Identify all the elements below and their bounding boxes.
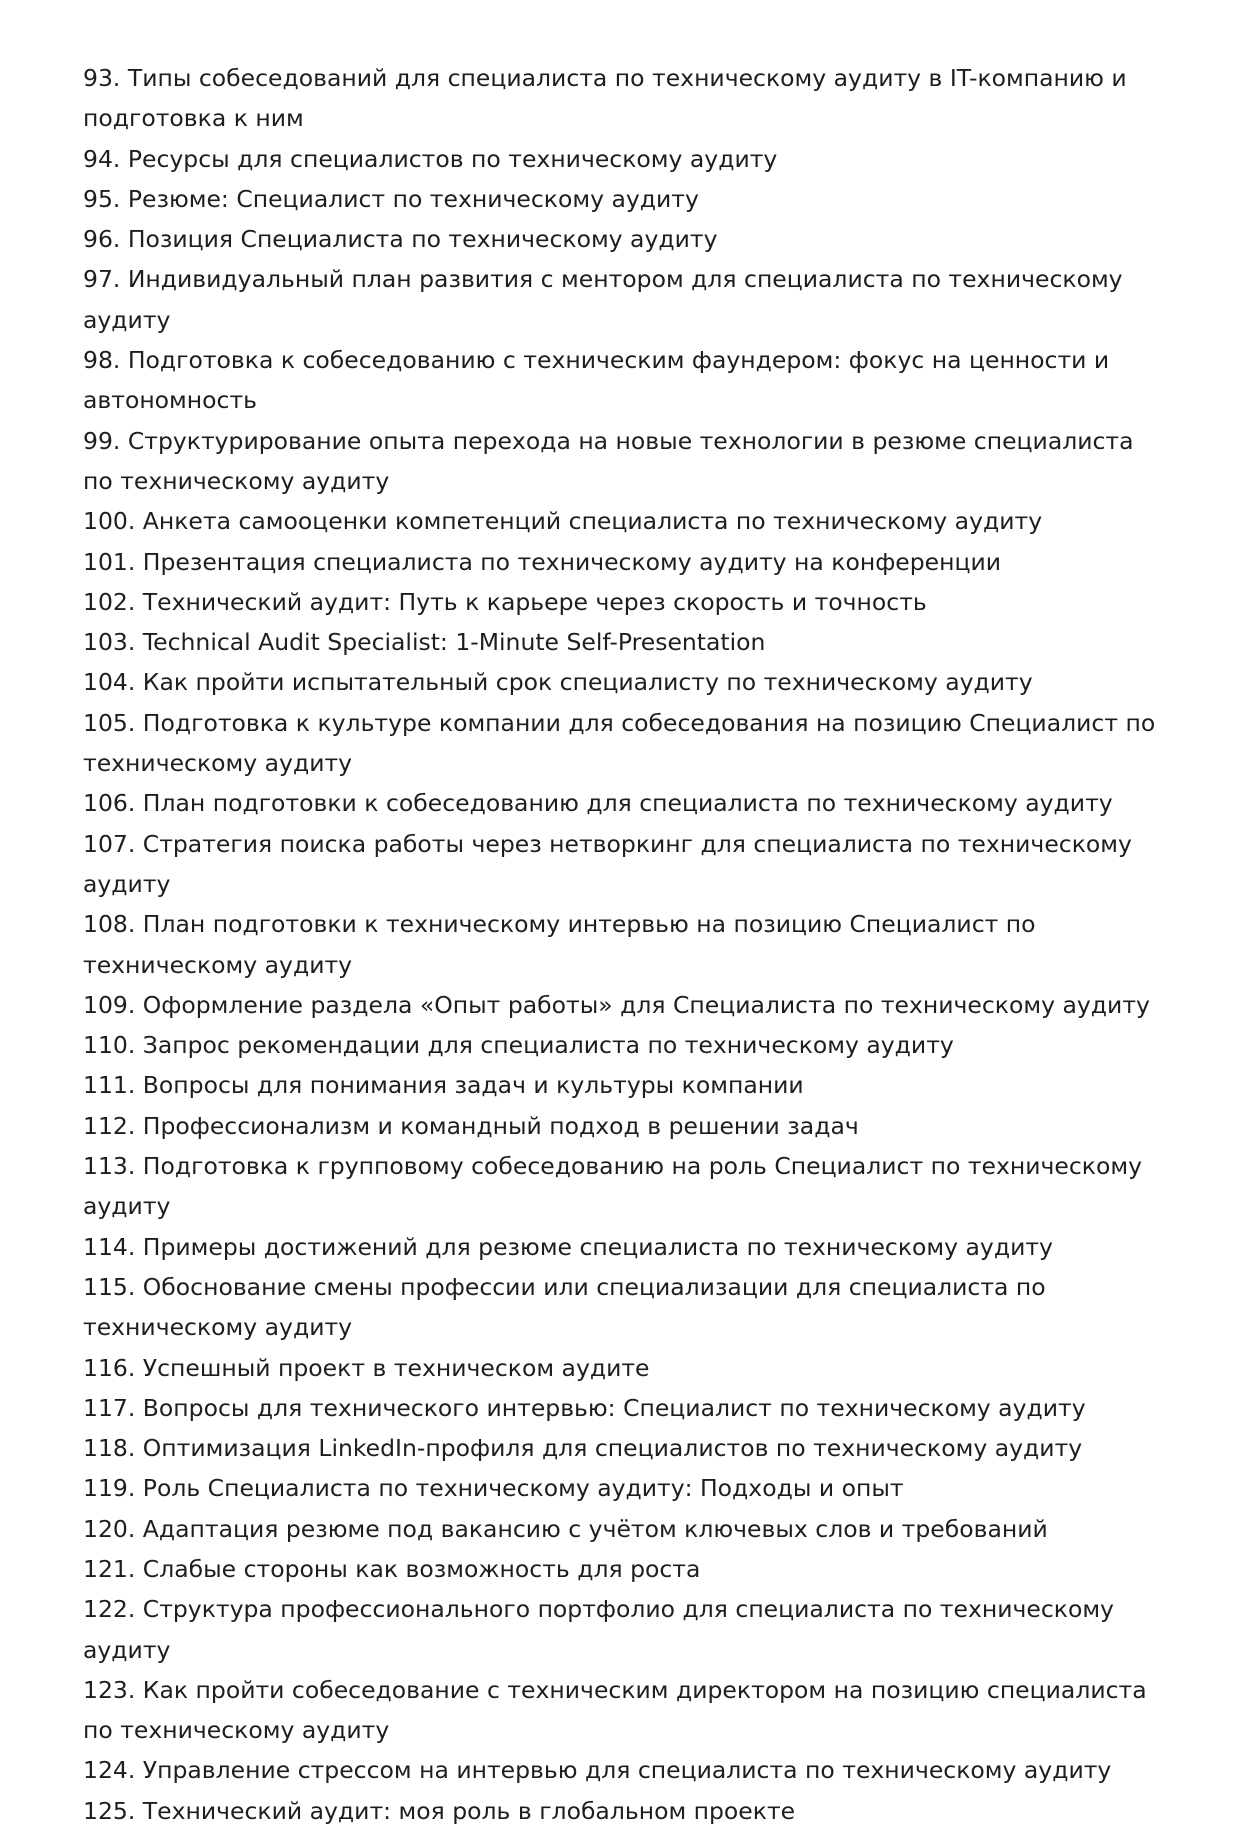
list-item: 120. Адаптация резюме под вакансию с учётом ключевых слов и требований (83, 1514, 1048, 1543)
list-item: 95. Резюме: Специалист по техническому аудиту (83, 184, 699, 213)
list-item: 108. План подготовки к техническому интервью на позицию Специалист по техническому аудиту (83, 910, 1036, 979)
list-item: 109. Оформление раздела «Опыт работы» для Специалиста по техническому аудиту (83, 990, 1150, 1019)
list-item: 97. Индивидуальный план развития с ментором для специалиста по техническому аудиту (83, 265, 1123, 334)
list-item: 111. Вопросы для понимания задач и культуры компании (83, 1071, 804, 1100)
list-item: 125. Технический аудит: моя роль в глобальном проекте (83, 1796, 796, 1825)
list-item: 103. Technical Audit Specialist: 1-Minute Self-Presentation (83, 628, 766, 657)
list-item: 119. Роль Специалиста по техническому аудиту: Подходы и опыт (83, 1474, 904, 1503)
list-item: 94. Ресурсы для специалистов по техническому аудиту (83, 144, 778, 173)
list-item: 104. Как пройти испытательный срок специалисту по техническому аудиту (83, 668, 1033, 697)
list-item: 96. Позиция Специалиста по техническому аудиту (83, 225, 718, 254)
list-item: 110. Запрос рекомендации для специалиста по техническому аудиту (83, 1031, 954, 1060)
list-item: 93. Типы собеседований для специалиста по техническому аудиту в IT-компанию и подготовка к ним (83, 64, 1127, 133)
list-item: 102. Технический аудит: Путь к карьере через скорость и точность (83, 587, 927, 616)
list-item: 122. Структура профессионального портфолио для специалиста по техническому аудиту (83, 1595, 1114, 1664)
list-item: 124. Управление стрессом на интервью для специалиста по техническому аудиту (83, 1756, 1112, 1785)
list-item: 98. Подготовка к собеседованию с техническим фаундером: фокус на ценности и автономность (83, 346, 1110, 415)
list-item: 101. Презентация специалиста по техническому аудиту на конференции (83, 547, 1002, 576)
list-item: 113. Подготовка к групповому собеседованию на роль Специалист по техническому аудиту (83, 1152, 1142, 1221)
list-item: 116. Успешный проект в техническом аудите (83, 1353, 650, 1382)
list-item: 99. Структурирование опыта перехода на новые технологии в резюме специалиста по техническому аудиту (83, 426, 1134, 495)
list-item: 114. Примеры достижений для резюме специалиста по техническому аудиту (83, 1232, 1053, 1261)
topic-list (83, 58, 1163, 1831)
list-item: 115. Обоснование смены профессии или специализации для специалиста по техническому аудиту (83, 1272, 1046, 1342)
document-page (83, 58, 1163, 1831)
list-item: 112. Профессионализм и командный подход в решении задач (83, 1111, 859, 1140)
list-item: 123. Как пройти собеседование с техническим директором на позицию специалиста по техническому аудиту (83, 1675, 1147, 1745)
list-item: 121. Слабые стороны как возможность для роста (83, 1554, 701, 1583)
list-item: 106. План подготовки к собеседованию для специалиста по техническому аудиту (83, 789, 1113, 818)
list-item: 117. Вопросы для технического интервью: Специалист по техническому аудиту (83, 1393, 1086, 1422)
list-item: 118. Оптимизация LinkedIn-профиля для специалистов по техническому аудиту (83, 1434, 1083, 1463)
list-item: 107. Стратегия поиска работы через нетворкинг для специалиста по техническому аудиту (83, 829, 1132, 898)
list-item: 105. Подготовка к культуре компании для собеседования на позицию Специалист по техническому аудиту (83, 708, 1156, 778)
list-item: 100. Анкета самооценки компетенций специалиста по техническому аудиту (83, 507, 1043, 536)
